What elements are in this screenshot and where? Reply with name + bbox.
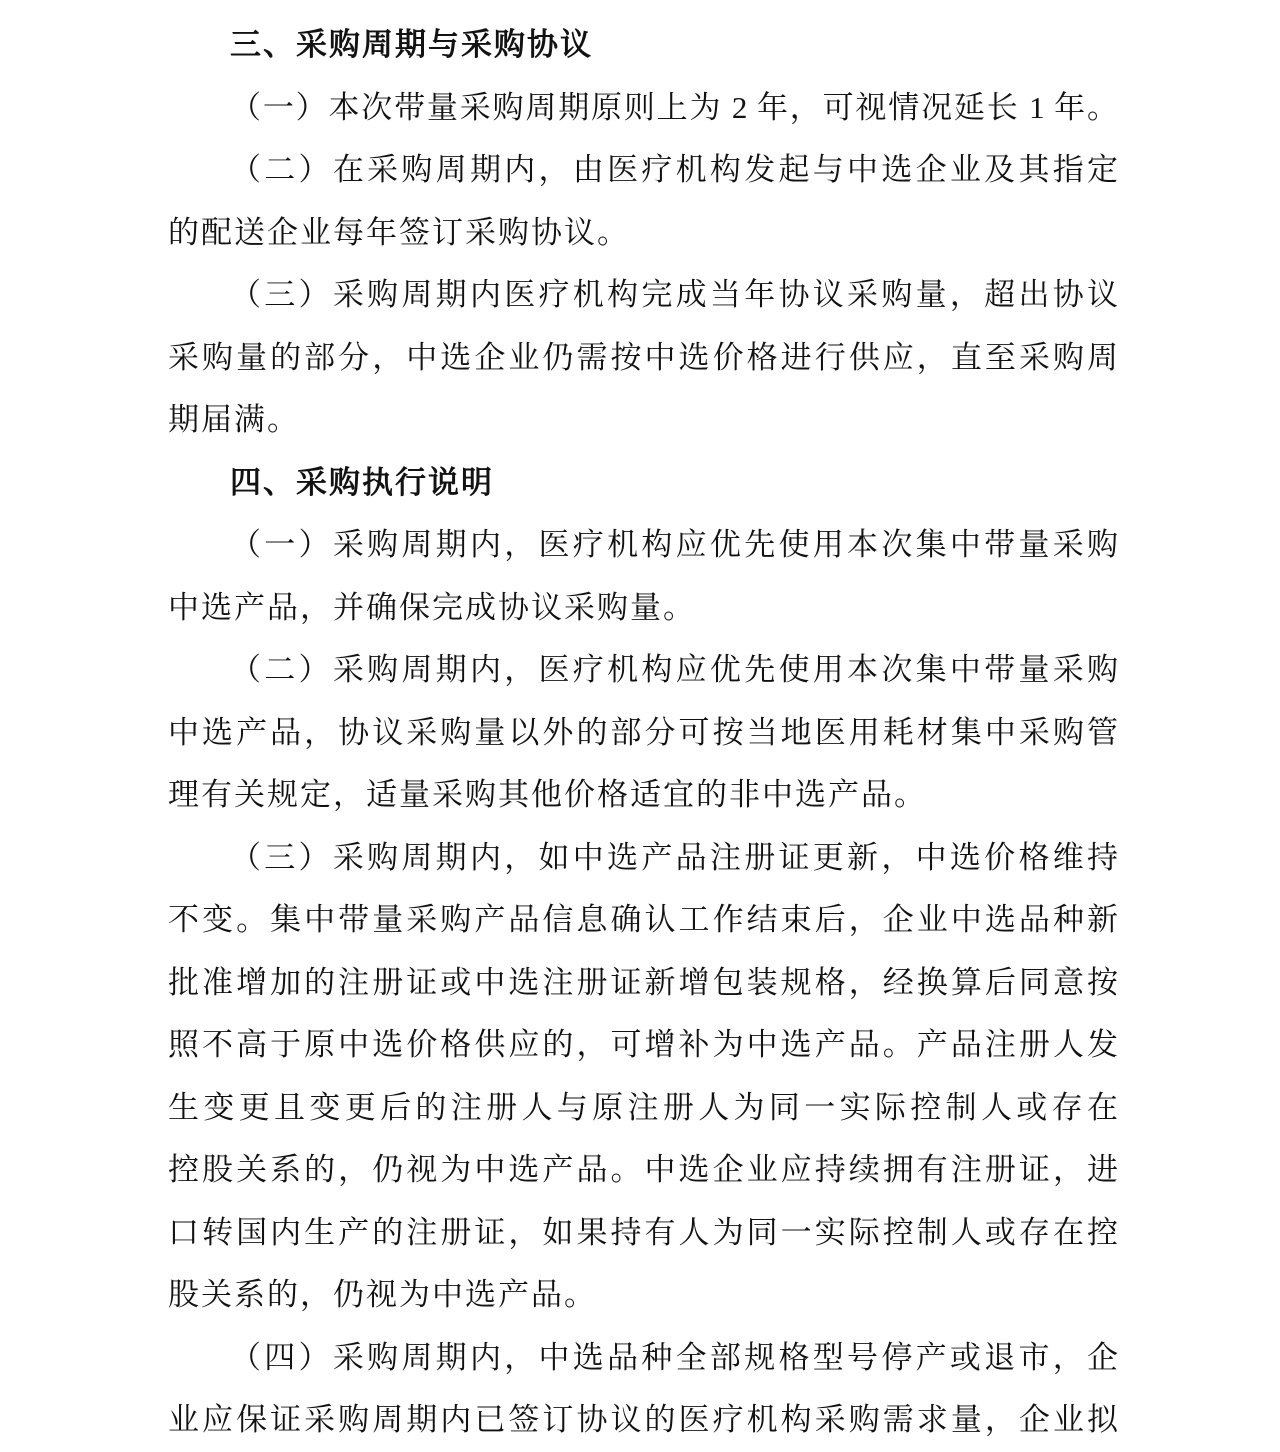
- paragraph-line: 中选产品，并确保完成协议采购量。: [168, 589, 696, 625]
- paragraph-line: 批准增加的注册证或中选注册证新增包装规格，经换算后同意按: [168, 964, 1118, 1000]
- paragraph-line: （一）采购周期内，医疗机构应优先使用本次集中带量采购: [230, 527, 1118, 562]
- paragraph-line: 业应保证采购周期内已签订协议的医疗机构采购需求量，企业拟: [168, 1402, 1118, 1437]
- paragraph-line: 不变。集中带量采购产品信息确认工作结束后，企业中选品种新: [168, 902, 1118, 937]
- paragraph-line: 的配送企业每年签订采购协议。: [168, 214, 630, 250]
- paragraph-line: （三）采购周期内医疗机构完成当年协议采购量，超出协议: [230, 277, 1118, 312]
- paragraph-line: 控股关系的，仍视为中选产品。中选企业应持续拥有注册证，进: [168, 1152, 1118, 1187]
- paragraph-line: 采购量的部分，中选企业仍需按中选价格进行供应，直至采购周: [168, 339, 1118, 375]
- paragraph-line: 中选产品，协议采购量以外的部分可按当地医用耗材集中采购管: [168, 714, 1118, 750]
- section-heading-procurement-cycle: 三、采购周期与采购协议: [230, 27, 593, 62]
- paragraph-line: （二）在采购周期内，由医疗机构发起与中选企业及其指定: [230, 152, 1118, 187]
- paragraph-line: 口转国内生产的注册证，如果持有人为同一实际控制人或存在控: [168, 1214, 1118, 1250]
- paragraph-line: 期届满。: [168, 402, 300, 437]
- paragraph-line: （一）本次带量采购周期原则上为 2 年，可视情况延长 1 年。: [230, 89, 1118, 125]
- paragraph-line: 照不高于原中选价格供应的，可增补为中选产品。产品注册人发: [168, 1027, 1118, 1062]
- paragraph-line: 股关系的，仍视为中选产品。: [168, 1277, 597, 1312]
- paragraph-line: 生变更且变更后的注册人与原注册人为同一实际控制人或存在: [168, 1089, 1118, 1125]
- paragraph-line: （三）采购周期内，如中选产品注册证更新，中选价格维持: [230, 839, 1118, 875]
- paragraph-line: 理有关规定，适量采购其他价格适宜的非中选产品。: [168, 777, 927, 812]
- paragraph-line: （四）采购周期内，中选品种全部规格型号停产或退市，企: [230, 1339, 1118, 1375]
- paragraph-line: （二）采购周期内，医疗机构应优先使用本次集中带量采购: [230, 652, 1118, 687]
- section-heading-procurement-execution: 四、采购执行说明: [230, 464, 494, 500]
